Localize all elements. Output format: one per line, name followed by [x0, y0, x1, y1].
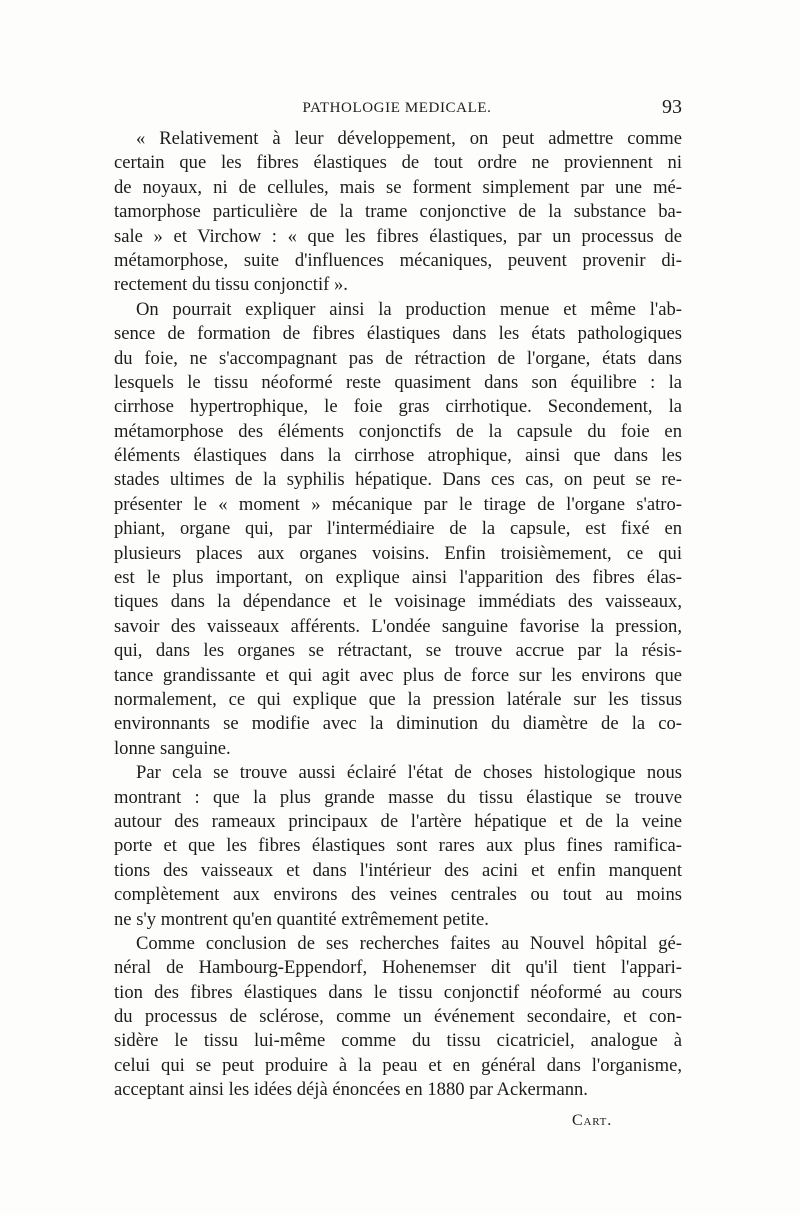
text-line: stades ultimes de la syphilis hépatique. Dans ces cas, on peut se re-: [114, 469, 682, 491]
text-line: métamorphose des éléments conjonctifs de la capsule du foie en: [114, 420, 682, 442]
text-line: tions des vaisseaux et dans l'intérieur des acini et enfin manquent: [114, 859, 682, 881]
text-line: normalement, ce qui explique que la pression latérale sur les tissus: [114, 688, 682, 710]
page-number: 93: [662, 96, 682, 118]
text-line: sence de formation de fibres élastiques dans les états pathologiques: [114, 323, 682, 345]
text-line: complètement aux environs des veines centrales ou tout au moins: [114, 884, 682, 906]
text-line: lesquels le tissu néoformé reste quasiment dans son équilibre : la: [114, 371, 682, 393]
text-line: qui, dans les organes se rétractant, se trouve accrue par la résis-: [114, 640, 682, 662]
text-line: est le plus important, on explique ainsi l'apparition des fibres élas-: [114, 567, 682, 589]
text-line: Par cela se trouve aussi éclairé l'état de choses histologique nous: [136, 762, 682, 784]
text-line: Comme conclusion de ses recherches faites au Nouvel hôpital gé-: [136, 932, 682, 954]
text-line: « Relativement à leur développement, on peut admettre comme: [136, 128, 682, 149]
text-line: ne s'y montrent qu'en quantité extrêmement petite.: [114, 908, 489, 930]
text-line: du processus de sclérose, comme un événement secondaire, et con-: [114, 1006, 682, 1028]
text-line: tance grandissante et qui agit avec plus de force sur les environs que: [114, 664, 682, 686]
text-line: porte et que les fibres élastiques sont rares aux plus fines ramifica-: [114, 835, 682, 857]
text-line: phiant, organe qui, par l'intermédiaire de la capsule, est fixé en: [114, 518, 682, 540]
text-line: tion des fibres élastiques dans le tissu conjonctif néoformé au cours: [114, 981, 682, 1003]
text-line: de noyaux, ni de cellules, mais se forment simplement par une mé-: [114, 176, 682, 198]
text-line: sale » et Virchow : « que les fibres élastiques, par un processus de: [114, 225, 682, 247]
running-title: PATHOLOGIE MEDICALE.: [302, 100, 492, 116]
text-line: éléments élastiques dans la cirrhose atrophique, ainsi que dans les: [114, 445, 682, 467]
text-line: savoir des vaisseaux afférents. L'ondée sanguine favorise la pression,: [114, 615, 682, 637]
text-line: sidère le tissu lui-même comme du tissu cicatriciel, analogue à: [114, 1030, 682, 1052]
text-line: certain que les fibres élastiques de tout ordre ne proviennent ni: [114, 152, 682, 174]
text-line: du foie, ne s'accompagnant pas de rétraction de l'organe, états dans: [114, 347, 682, 369]
running-head: [112, 96, 682, 122]
text-line: acceptant ainsi les idées déjà énoncées en 1880 par Ackermann.: [114, 1079, 588, 1101]
text-line: métamorphose, suite d'influences mécaniques, peuvent provenir di-: [114, 249, 682, 271]
text-line: tamorphose particulière de la trame conjonctive de la substance ba-: [114, 201, 682, 223]
text-line: néral de Hambourg-Eppendorf, Hohenemser dit qu'il tient l'appari-: [114, 957, 682, 979]
text-line: plusieurs places aux organes voisins. Enfin troisièmement, ce qui: [114, 542, 682, 564]
text-line: tiques dans la dépendance et le voisinage immédiats des vaisseaux,: [114, 591, 682, 613]
text-line: celui qui se peut produire à la peau et en général dans l'organisme,: [114, 1054, 682, 1076]
text-line: On pourrait expliquer ainsi la production menue et même l'ab-: [136, 298, 682, 320]
text-line: présenter le « moment » mécanique par le tirage de l'organe s'atro-: [114, 493, 682, 515]
text-line: montrant : que la plus grande masse du tissu élastique se trouve: [114, 786, 682, 808]
body-text: [114, 127, 682, 1103]
text-line: autour des rameaux principaux de l'artère hépatique et de la veine: [114, 810, 682, 832]
author-signature: Cart.: [571, 1112, 612, 1129]
text-line: lonne sanguine.: [114, 737, 231, 759]
text-line: cirrhose hypertrophique, le foie gras cirrhotique. Secondement, la: [114, 396, 682, 418]
text-line: environnants se modifie avec la diminution du diamètre de la co-: [114, 713, 682, 735]
text-line: rectement du tissu conjonctif ».: [114, 274, 348, 296]
